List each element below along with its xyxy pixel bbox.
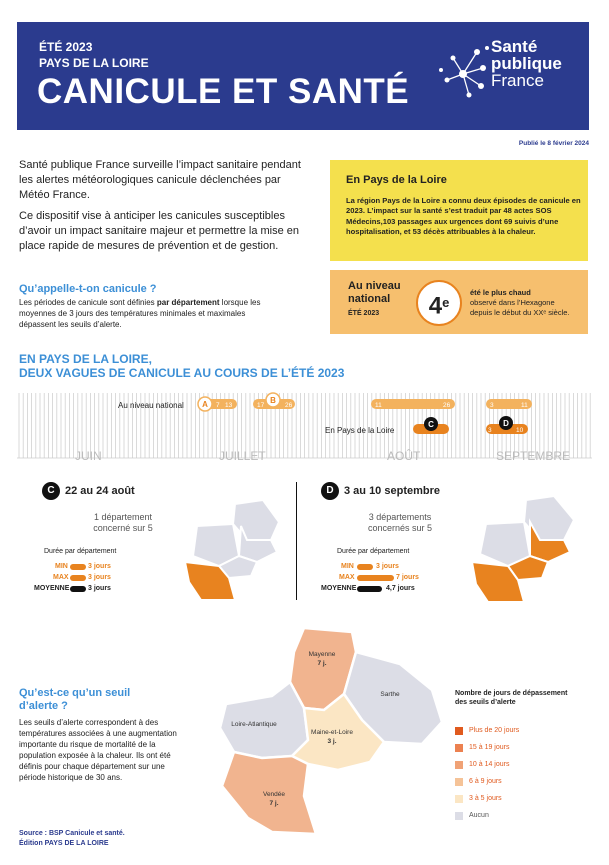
canicule-definition-text: Les périodes de canicule sont définies par département lorsque les moyennes de 3 jours des températures minimales et maximales dépassent les seuils d’alerte. <box>19 298 261 329</box>
department-loire-atlantique <box>220 682 308 758</box>
header-region: PAYS DE LA LOIRE <box>39 56 149 70</box>
header-banner <box>17 22 589 130</box>
episode-c-avg-label: MOYENNE <box>34 585 70 592</box>
legend-item: 10 à 14 jours <box>455 756 519 773</box>
svg-text:7 j.: 7 j. <box>317 660 327 667</box>
legend-item: 3 à 5 jours <box>455 790 519 807</box>
svg-text:Maine-et-Loire: Maine-et-Loire <box>311 729 353 736</box>
legend-item: 15 à 19 jours <box>455 739 519 756</box>
svg-text:26: 26 <box>443 402 451 409</box>
svg-text:B: B <box>270 396 276 405</box>
svg-text:13: 13 <box>225 402 233 409</box>
publication-date: Publié le 8 février 2024 <box>518 140 589 147</box>
legend-title: Nombre de jours de dépassement des seuils d’alerte <box>455 690 568 706</box>
intro-paragraph-2: Ce dispositif vise à anticiper les canicules susceptibles d’avoir un impact sanitaire majeur et permettre la mise en place rapide de mesures de prévention et de gestion. <box>19 210 300 252</box>
row-label-region: En Pays de la Loire <box>325 426 395 435</box>
brand-logo: Santé publique France <box>491 37 562 90</box>
episode-c-avg-value: 3 jours <box>88 585 111 592</box>
canicule-definition-title: Qu’appelle-t-on canicule ? <box>19 283 157 295</box>
svg-text:7 j.: 7 j. <box>269 800 279 807</box>
national-description: été le plus chaud observé dans l’Hexagone depuis le début du XXᵉ siècle. <box>470 288 570 317</box>
svg-text:17: 17 <box>257 402 265 409</box>
episode-c-avg-bar <box>70 586 86 592</box>
svg-text:Loire-Atlantique: Loire-Atlantique <box>231 721 277 728</box>
episode-divider <box>296 482 297 600</box>
page-title: CANICULE ET SANTÉ <box>37 72 410 111</box>
svg-text:3: 3 <box>488 427 492 434</box>
svg-text:11: 11 <box>521 402 528 409</box>
episode-d-min-label: MIN <box>341 563 354 570</box>
svg-text:26: 26 <box>285 402 293 409</box>
episode-d-min-value: 3 jours <box>376 563 399 570</box>
episode-d-max-label: MAX <box>339 574 355 581</box>
episode-d-map <box>460 492 584 606</box>
episode-c-badge: C <box>42 482 60 500</box>
svg-text:24: 24 <box>441 427 449 434</box>
region-summary-text: La région Pays de la Loire a connu deux épisodes de canicule en 2023. L’impact sur la santé s’est traduit par 48 actes SOS Médecins,103 passages aux urgences dont 69 suivis d’une hospitalisation, et 53 décès attribuables à la chaleur. <box>346 196 581 237</box>
svg-text:Sarthe: Sarthe <box>380 691 400 698</box>
episode-c-min-value: 3 jours <box>88 563 111 570</box>
episode-c-duration-title: Durée par département <box>44 548 117 555</box>
svg-text:D: D <box>503 419 509 428</box>
svg-text:Vendée: Vendée <box>262 791 286 798</box>
rank-badge: 4e <box>416 280 462 326</box>
episode-d-badge: D <box>321 482 339 500</box>
month-july: JUILLET <box>219 449 266 463</box>
waves-section-title: EN PAYS DE LA LOIRE, DEUX VAGUES DE CANICULE AU COURS DE L’ÉTÉ 2023 <box>19 352 345 380</box>
threshold-text: Les seuils d’alerte correspondent à des températures associées à une augmentation importante du risque de mortalité de la population exposée à la chaleur. Ils ont été définis pour chaque département sur une période historique de 30 ans. <box>19 718 177 782</box>
region-map <box>212 624 444 838</box>
episode-d-avg-label: MOYENNE <box>321 585 357 592</box>
episode-d-avg-value: 4,7 jours <box>386 585 415 592</box>
episode-c-max-value: 3 jours <box>88 574 111 581</box>
legend <box>455 722 519 824</box>
svg-text:11: 11 <box>375 402 382 409</box>
network-logo-icon <box>437 40 489 102</box>
source-note: Source : BSP Canicule et santé. Édition PAYS DE LA LOIRE <box>19 830 125 847</box>
episode-c-concerned: 1 département concerné sur 5 <box>93 512 153 533</box>
episode-c-min-label: MIN <box>55 563 68 570</box>
svg-text:22: 22 <box>414 427 422 434</box>
episode-c-map <box>175 496 287 604</box>
legend-item: 6 à 9 jours <box>455 773 519 790</box>
svg-text:10: 10 <box>516 427 524 434</box>
national-summary-box <box>330 270 588 334</box>
episode-c-max-label: MAX <box>53 574 69 581</box>
svg-text:7: 7 <box>216 402 220 409</box>
region-summary-title: En Pays de la Loire <box>346 174 447 186</box>
episode-d-min-bar <box>357 564 373 570</box>
svg-text:3 j.: 3 j. <box>327 738 337 745</box>
episode-d-max-value: 7 jours <box>396 574 419 581</box>
region-summary-box <box>330 160 588 261</box>
episode-d-max-bar <box>357 575 394 581</box>
episode-d-duration-title: Durée par département <box>337 548 410 555</box>
legend-item: Aucun <box>455 807 519 824</box>
national-label: Au niveau national <box>348 280 401 305</box>
month-september: SEPTEMBRE <box>496 449 571 463</box>
intro-text <box>19 158 309 260</box>
svg-text:C: C <box>428 420 434 429</box>
episode-d-concerned: 3 départements concernés sur 5 <box>367 512 433 533</box>
svg-text:3: 3 <box>490 402 494 409</box>
national-year: ÉTÉ 2023 <box>348 310 380 317</box>
threshold-title: Qu’est-ce qu’un seuil d’alerte ? <box>19 687 131 712</box>
episode-c-min-bar <box>70 564 86 570</box>
episode-d-title: 3 au 10 septembre <box>344 485 440 497</box>
episode-c-title: 22 au 24 août <box>65 485 135 497</box>
legend-item: Plus de 20 jours <box>455 722 519 739</box>
month-june: JUIN <box>75 449 102 463</box>
svg-text:Mayenne: Mayenne <box>308 651 336 658</box>
row-label-national: Au niveau national <box>118 401 184 410</box>
episode-d-avg-bar <box>357 586 382 592</box>
month-august: AOÛT <box>387 449 421 463</box>
episode-c-max-bar <box>70 575 86 581</box>
svg-text:A: A <box>202 400 208 409</box>
intro-paragraph-1: Santé publique France surveille l’impact sanitaire pendant les alertes météorologiques canicule déclenchées par Météo France. <box>19 159 301 201</box>
header-season: ÉTÉ 2023 <box>39 40 93 54</box>
